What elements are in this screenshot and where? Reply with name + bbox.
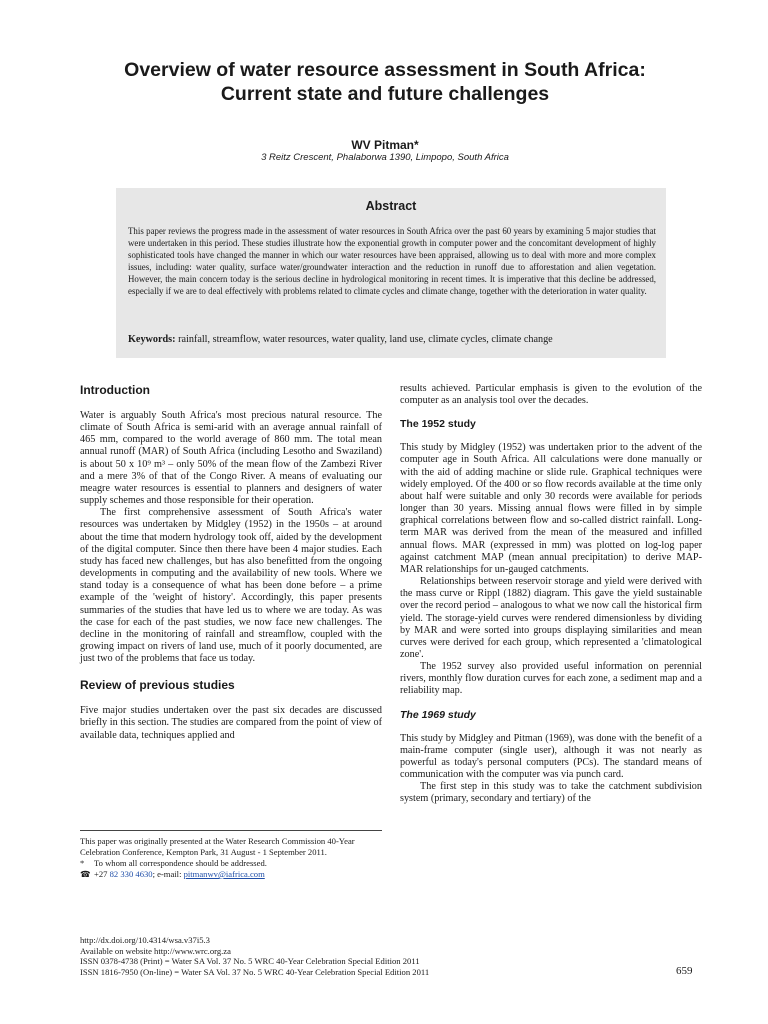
keywords-list: rainfall, streamflow, water resources, water quality, land use, climate cycles, climate change (178, 334, 553, 345)
footnote-contact (80, 869, 382, 880)
footnote-conference: This paper was originally presented at the Water Research Commission 40-Year Celebration Conference, Kempton Park, 31 August - 1 September 2011. (80, 836, 355, 857)
introduction-paragraph-1: Water is arguably South Africa's most precious natural resource. The climate of South Africa is semi-arid with an average annual rainfall of 465 mm, compared to the world average of 860 mm. The total mean annual runoff (MAR) of South Africa (including Lesotho and Swaziland) is about 50 x 10⁹ m³ – only 50% of the mean flow of the Zambezi River and a mere 3% of that of the Congo River. A means of evaluating our meagre water resources is essential to planners and designers of water supply schemes and those responsible for their operation. (80, 410, 382, 507)
title-line-2: Current state and future challenges (220, 83, 550, 105)
review-heading: Review of previous studies (80, 678, 235, 693)
phone-number-link[interactable]: 82 330 4630 (109, 869, 153, 879)
author-affiliation: 3 Reitz Crescent, Phalaborwa 1390, Limpopo, South Africa (261, 152, 509, 163)
footnote-correspondence: * To whom all correspondence should be addressed. (80, 858, 267, 868)
issn-print: ISSN 0378-4738 (Print) = Water SA Vol. 37 No. 5 WRC 40-Year Celebration Special Edition 2011 (80, 956, 420, 967)
study-1969-paragraph-2: The first step in this study was to take the catchment subdivision system (primary, secondary and tertiary) of the (400, 781, 702, 805)
publication-info (80, 935, 580, 977)
study-1969-paragraph-1: This study by Midgley and Pitman (1969), was done with the benefit of a main-frame computer (single user), although it was not nearly as powerful as today's personal computers (PCs). The standard means of communication with the computer was via punch card. (400, 732, 702, 781)
introduction-paragraph-2: The first comprehensive assessment of South Africa's water resources was undertaken by Midgley (1952) in the 1950s – at around about the time that modern hydrology took off, aided by the development of the digital computer. Since then there have been 4 major studies. Each study has faced new challenges, but has also benefitted from the ongoing developments in computing and the availability of new tools. Where we stand today is a consequence of what has been done before – a prime example of the 'weight of history'. Accordingly, this paper presents summaries of the studies that have led us to where we are today. As was the case for each of the past studies, we now face new challenges. The decline in the monitoring of rainfall and streamflow, coupled with the growing impact on rivers of land use, much of it poorly documented, are just two of the problems that face us today. (80, 507, 382, 665)
abstract-box (116, 188, 666, 358)
telephone-icon: ☎ (80, 869, 91, 879)
right-column (400, 380, 702, 806)
study-1969-heading: The 1969 study (400, 708, 476, 721)
keywords (128, 333, 656, 346)
paper-title (80, 58, 690, 106)
page-number: 659 (676, 965, 693, 977)
footnote-asterisk: * (80, 858, 85, 868)
author-name: WV Pitman* (351, 138, 419, 152)
introduction-heading: Introduction (80, 383, 150, 397)
study-1952-paragraph-1: This study by Midgley (1952) was undertaken prior to the advent of the computer age in South Africa. All calculations were done manually or with the aid of adding machine or slide rule. Graphical techniques were widely employed. Of the 400 or so flow records available at the time only about half were suitable and only 30 records were available for periods longer than 30 years. Missing annual flows were filled in by simple graphical correlations between flow and so-called district rainfall. Long-term MAR was derived from the mean of the measured and infilled annual flows. MAR (expressed in mm) was plotted on log-log paper against catchment MAP (mean annual precipitation) to derive MAP-MAR relationships for un-gauged catchments. (400, 442, 702, 575)
study-1952-paragraph-3: The 1952 survey also provided useful information on perennial rivers, monthly flow duration curves for each zone, a sediment map and a reliability map. (400, 661, 702, 697)
footnote-divider (80, 830, 382, 831)
study-1952-paragraph-2: Relationships between reservoir storage and yield were derived with the mass curve or Rippl (1882) diagram. This gave the yield sustainable over the record period – analogous to what we now call the historical firm yield. The storage-yield curves were rendered dimensionless by dividing by MAR and were sorted into groups displaying similarities and mean curves were derived for each group, which represented a 'climatological zone'. (400, 576, 702, 660)
abstract-heading: Abstract (365, 199, 417, 213)
email-link[interactable]: pitmanwv@iafrica.com (183, 869, 265, 879)
keywords-label: Keywords: (128, 334, 176, 345)
doi-link[interactable]: http://dx.doi.org/10.4314/wsa.v37i5.3 (80, 935, 210, 945)
issn-online: ISSN 1816-7950 (On-line) = Water SA Vol. 37 No. 5 WRC 40-Year Celebration Special Edition 2011 (80, 966, 430, 977)
review-paragraph-1: Five major studies undertaken over the past six decades are discussed briefly in this section. The studies are compared from the point of view of available data, techniques applied and (80, 705, 382, 741)
phone-prefix: +27 (94, 869, 108, 879)
footnotes (80, 836, 382, 880)
left-column (80, 380, 382, 742)
website-info: Available on website http://www.wrc.org.za (80, 945, 231, 956)
abstract-text: This paper reviews the progress made in the assessment of water resources in South Africa over the past 60 years by examining 5 major studies that were undertaken in this period. These studies illustrate how the exponential growth in computer power and the concomitant development of highly sophisticated tools have changed the manner in which our water resources have been appraised, allowing us to deal with more and more complex issues, including: water quality, surface water/groundwater interaction and the reduction in runoff due to afforestation and alien vegetation. However, the main concern today is the serious decline in hydrological monitoring in recent times. It is imperative that this decline be addressed, especially if we are to deal effectively with problems related to climate cycles and climate change, together with the deterioration in water quality. (128, 226, 656, 296)
title-line-1: Overview of water resource assessment in South Africa: (124, 59, 646, 81)
email-label: ; e-mail: (152, 869, 182, 879)
study-1952-heading: The 1952 study (400, 418, 476, 431)
continued-paragraph: results achieved. Particular emphasis is given to the evolution of the computer as an analysis tool over the decades. (400, 383, 702, 407)
